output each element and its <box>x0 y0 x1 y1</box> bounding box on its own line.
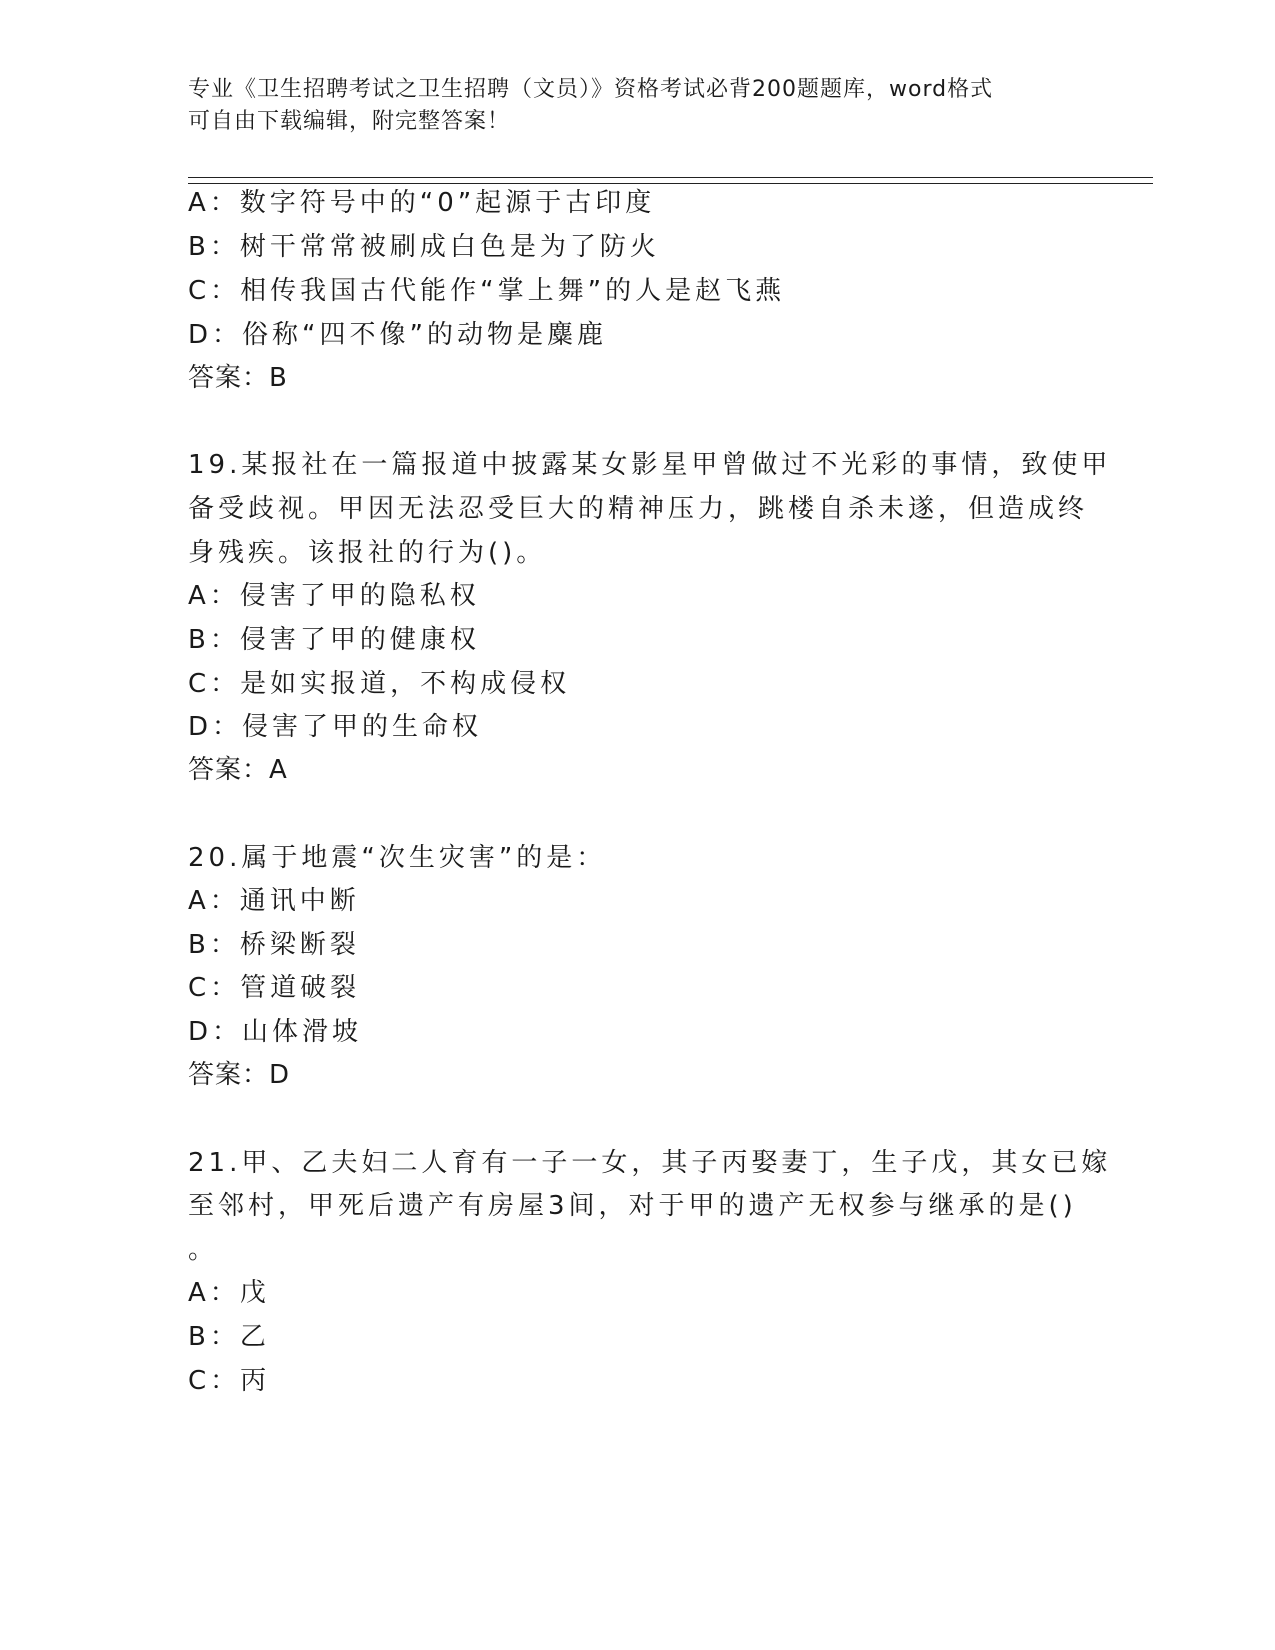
document-header <box>188 74 1088 138</box>
q20-stem-line-1: 20.属于地震“次生灾害”的是： <box>188 843 607 873</box>
q20-option-a: A：通讯中断 <box>188 886 360 916</box>
q19-option-b: B：侵害了甲的健康权 <box>188 625 480 655</box>
q20-answer: 答案：D <box>188 1060 291 1090</box>
header-rule-bottom <box>188 183 1153 184</box>
q21-stem-line-3: 。 <box>188 1235 219 1265</box>
q18-option-a: A：数字符号中的“0”起源于古印度 <box>188 188 656 218</box>
q21-option-c: C：丙 <box>188 1366 271 1396</box>
q21-stem-line-1: 21.甲、乙夫妇二人育有一子一女，其子丙娶妻丁，生子戊，其女已嫁 <box>188 1148 1112 1178</box>
q18-option-d: D：俗称“四不像”的动物是麋鹿 <box>188 320 607 350</box>
q21-stem-line-2: 至邻村，甲死后遗产有房屋3间，对于甲的遗产无权参与继承的是() <box>188 1191 1077 1221</box>
q21-option-b: B：乙 <box>188 1322 270 1352</box>
q18-option-b: B：树干常常被刷成白色是为了防火 <box>188 232 660 262</box>
q20-option-c: C：管道破裂 <box>188 973 361 1003</box>
q21-option-a: A：戊 <box>188 1278 270 1308</box>
q19-stem-line-1: 19.某报社在一篇报道中披露某女影星甲曾做过不光彩的事情，致使甲 <box>188 450 1112 480</box>
q20-option-d: D：山体滑坡 <box>188 1017 363 1047</box>
q19-stem-line-2: 备受歧视。甲因无法忍受巨大的精神压力，跳楼自杀未遂，但造成终 <box>188 494 1089 524</box>
q19-option-c: C：是如实报道，不构成侵权 <box>188 669 571 699</box>
q19-stem-line-3: 身残疾。该报社的行为()。 <box>188 538 547 568</box>
q19-option-a: A：侵害了甲的隐私权 <box>188 581 480 611</box>
q19-answer: 答案：A <box>188 755 288 785</box>
header-line-1: 专业《卫生招聘考试之卫生招聘（文员）》资格考试必背200题题库，word格式 <box>188 77 994 102</box>
q20-option-b: B：桥梁断裂 <box>188 930 360 960</box>
q18-answer: 答案：B <box>188 363 288 393</box>
q19-option-d: D：侵害了甲的生命权 <box>188 712 483 742</box>
header-rule-top <box>188 177 1153 178</box>
header-line-2: 可自由下载编辑，附完整答案！ <box>188 109 511 134</box>
q18-option-c: C：相传我国古代能作“掌上舞”的人是赵飞燕 <box>188 276 786 306</box>
